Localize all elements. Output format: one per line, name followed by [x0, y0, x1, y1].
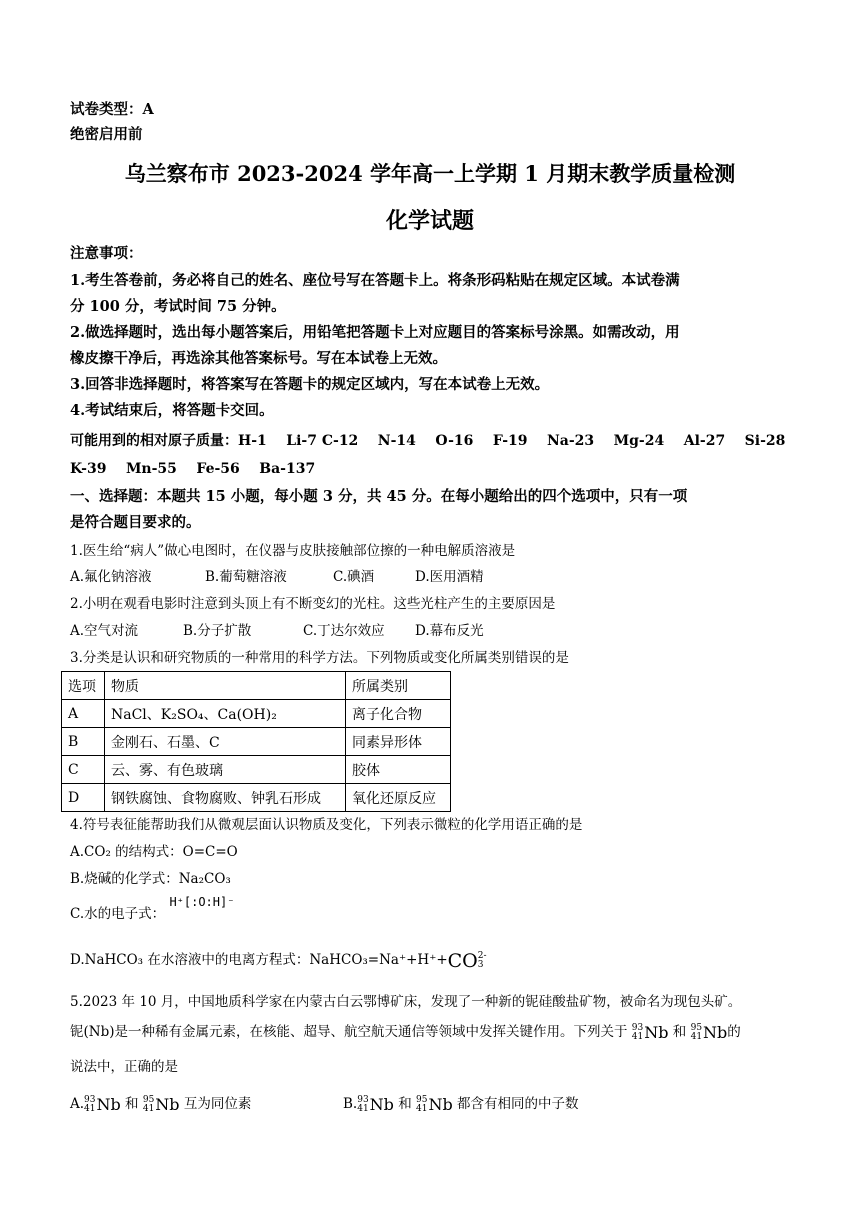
option-d-text: D.NaHCO₃ 在水溶液中的电离方程式：NaHCO₃=Na⁺+H⁺+	[70, 952, 448, 968]
option-b: B.葡萄糖溶液	[205, 569, 287, 585]
question-5-line: 说法中，正确的是	[70, 1059, 178, 1075]
atomic-number: 41	[84, 1103, 96, 1114]
table-row	[62, 700, 451, 728]
table-cell: 胶体	[346, 756, 451, 784]
notice-heading: 注意事项：	[70, 245, 143, 262]
table-cell: D	[62, 784, 105, 812]
option-c: C.丁达尔效应	[303, 623, 385, 639]
carbonate-subscript: 3	[477, 959, 484, 970]
option-a: A.空气对流	[70, 623, 139, 639]
element-symbol: Nb	[644, 1022, 669, 1042]
section-heading: 是符合题目要求的。	[70, 514, 201, 531]
notice-line: 橡皮擦干净后，再选涂其他答案标号。写在本试卷上无效。	[70, 350, 447, 367]
question-4-option-a: A.CO₂ 的结构式：O=C=O	[70, 844, 238, 860]
table-header-row	[62, 672, 451, 700]
carbonate-charge: 2-	[477, 950, 487, 961]
option-and: 和	[398, 1096, 412, 1112]
table-row	[62, 784, 451, 812]
element-symbol: Nb	[155, 1094, 180, 1114]
question-5-line	[70, 1022, 741, 1043]
isotope-nb95	[416, 1095, 453, 1115]
notice-line: 1.考生答卷前，务必将自己的姓名、座位号写在答题卡上。将条形码粘贴在规定区域。本试卷满	[70, 272, 680, 289]
mass-number: 95	[416, 1094, 428, 1105]
question-2-options	[70, 621, 484, 641]
question-4-option-c	[70, 895, 235, 924]
isotope-nb95	[143, 1095, 180, 1115]
question-2-stem: 2.小明在观看电影时注意到头顶上有不断变幻的光柱。这些光柱产生的主要原因是	[70, 596, 556, 612]
carbonate-formula: CO	[447, 949, 478, 972]
atomic-number: 41	[690, 1031, 703, 1042]
table-cell: 氧化还原反应	[346, 784, 451, 812]
table-cell: 金刚石、石墨、C	[105, 728, 346, 756]
table-header-cell: 所属类别	[346, 672, 451, 700]
q5-end: 的	[727, 1024, 741, 1040]
table-cell: 云、雾、有色玻璃	[105, 756, 346, 784]
question-1-options	[70, 567, 484, 587]
table-cell: A	[62, 700, 105, 728]
atomic-number: 41	[142, 1103, 155, 1114]
question-4-option-d	[70, 950, 487, 971]
q5-and: 和	[672, 1024, 687, 1040]
table-cell: C	[62, 756, 105, 784]
table-header-cell: 选项	[62, 672, 105, 700]
option-text: 都含有相同的中子数	[457, 1096, 579, 1112]
exam-subtitle: 化学试题	[385, 208, 474, 234]
isotope-nb95	[691, 1023, 728, 1043]
table-cell: B	[62, 728, 105, 756]
option-and: 和	[125, 1096, 139, 1112]
table-row	[62, 756, 451, 784]
question-5-option-a	[70, 1094, 251, 1115]
isotope-nb93	[357, 1095, 394, 1115]
option-a: A.氟化钠溶液	[70, 569, 152, 585]
atomic-masses: 可能用到的相对原子质量：H-1 Li-7 C-12 N-14 O-16 F-19 Na-23 Mg-24 Al-27 Si-28	[70, 433, 786, 449]
table-row	[62, 728, 451, 756]
exam-title: 乌兰察布市 2023-2024 学年高一上学期 1 月期末教学质量检测	[124, 161, 736, 186]
classification-table	[61, 671, 451, 812]
electron-formula: H⁺[:O:H]⁻	[169, 895, 235, 909]
mass-number: 95	[142, 1094, 155, 1105]
option-d: D.医用酒精	[415, 569, 484, 585]
section-heading: 一、选择题：本题共 15 小题，每小题 3 分，共 45 分。在每小题给出的四个选项中，只有一项	[70, 488, 688, 505]
atomic-number: 41	[416, 1103, 428, 1114]
notice-line: 3.回答非选择题时，将答案写在答题卡的规定区域内，写在本试卷上无效。	[70, 376, 550, 393]
carbonate-ion	[448, 951, 487, 971]
secret-label: 绝密启用前	[70, 126, 143, 143]
option-d: D.幕布反光	[415, 623, 484, 639]
option-c: C.碘酒	[333, 569, 375, 585]
atomic-number: 41	[631, 1031, 644, 1042]
question-4-option-b: B.烧碱的化学式：Na₂CO₃	[70, 871, 231, 887]
element-symbol: Nb	[428, 1094, 453, 1114]
mass-number: 95	[690, 1022, 703, 1033]
table-cell: 钢铁腐蚀、食物腐败、钟乳石形成	[105, 784, 346, 812]
question-3-stem: 3.分类是认识和研究物质的一种常用的科学方法。下列物质或变化所属类别错误的是	[70, 650, 569, 666]
isotope-nb93	[632, 1023, 669, 1043]
atomic-masses: K-39 Mn-55 Fe-56 Ba-137	[70, 461, 316, 477]
isotope-nb93	[84, 1095, 121, 1115]
mass-number: 93	[357, 1094, 369, 1105]
table-cell: 离子化合物	[346, 700, 451, 728]
table-cell: 同素异形体	[346, 728, 451, 756]
mass-number: 93	[631, 1022, 644, 1033]
question-4-stem: 4.符号表征能帮助我们从微观层面认识物质及变化，下列表示微粒的化学用语正确的是	[70, 817, 583, 833]
notice-line: 分 100 分，考试时间 75 分钟。	[70, 298, 286, 315]
atomic-number: 41	[357, 1103, 369, 1114]
notice-line: 2.做选择题时，选出每小题答案后，用铅笔把答题卡上对应题目的答案标号涂黑。如需改动，用	[70, 324, 680, 341]
paper-type: 试卷类型：A	[70, 101, 154, 118]
option-b: B.分子扩散	[183, 623, 252, 639]
element-symbol: Nb	[703, 1022, 728, 1042]
option-prefix: B.	[343, 1096, 358, 1112]
option-c-label: C.水的电子式：	[70, 906, 166, 922]
question-5-line: 5.2023 年 10 月，中国地质科学家在内蒙古白云鄂博矿床，发现了一种新的铌硅酸盐矿物，被命名为现包头矿。	[70, 994, 742, 1010]
option-text: 互为同位素	[183, 1096, 252, 1112]
mass-number: 93	[84, 1094, 96, 1105]
element-symbol: Nb	[369, 1094, 394, 1114]
element-symbol: Nb	[96, 1094, 121, 1114]
table-header-cell: 物质	[105, 672, 346, 700]
question-1-stem: 1.医生给“病人”做心电图时，在仪器与皮肤接触部位擦的一种电解质溶液是	[70, 543, 516, 559]
q5-text: 铌(Nb)是一种稀有金属元素，在核能、超导、航空航天通信等领域中发挥关键作用。下列关于	[70, 1024, 628, 1040]
option-prefix: A.	[70, 1096, 85, 1112]
question-5-option-b	[343, 1094, 579, 1115]
table-cell: NaCl、K₂SO₄、Ca(OH)₂	[105, 700, 346, 728]
notice-line: 4.考试结束后，将答题卡交回。	[70, 402, 274, 419]
